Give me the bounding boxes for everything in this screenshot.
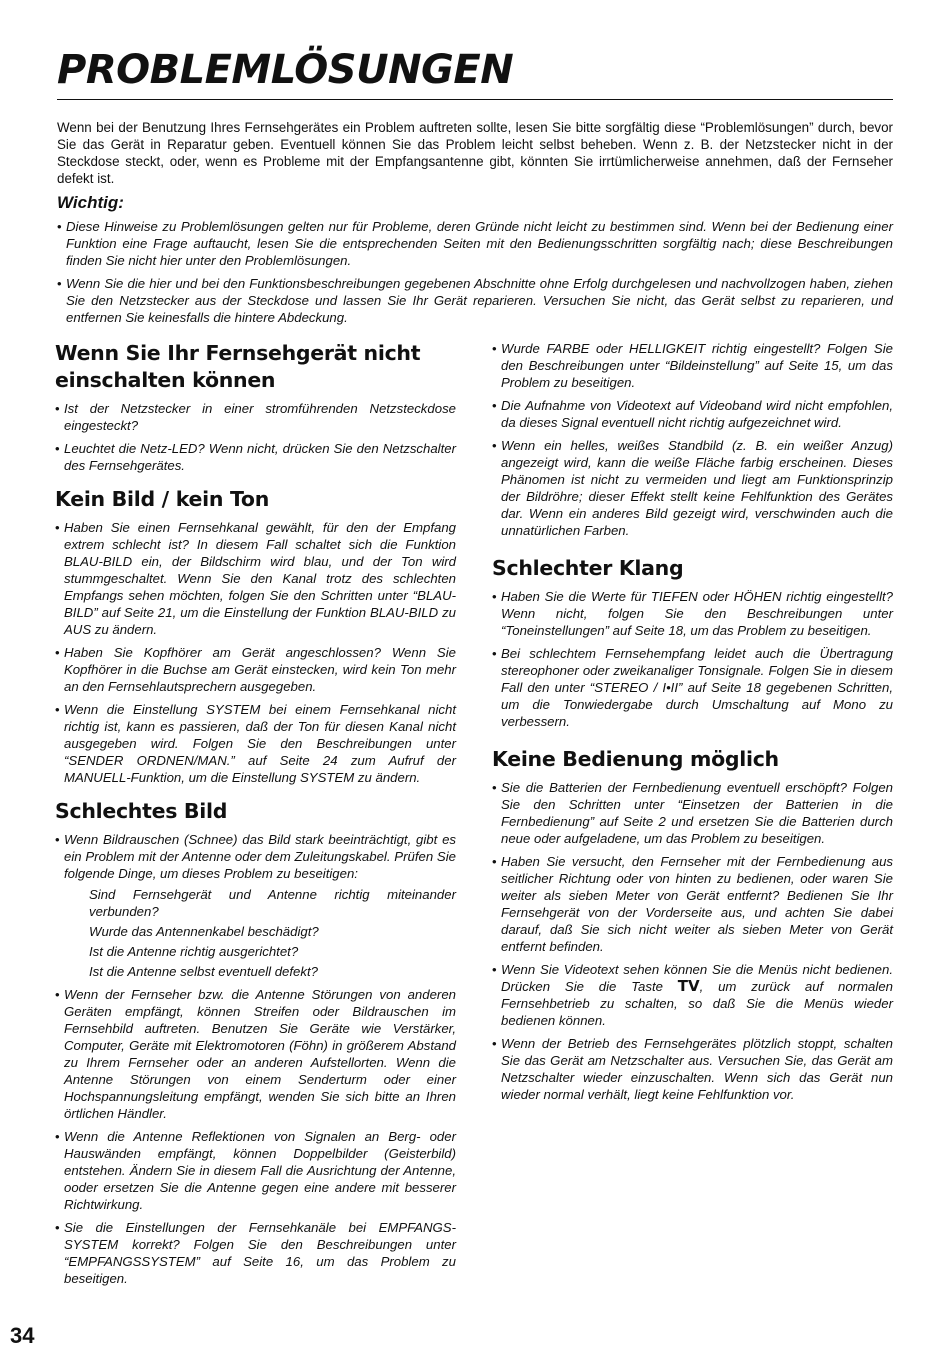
section-picture-continued	[492, 340, 893, 539]
list-item	[55, 831, 456, 980]
list-item: • Wurde FARBE oder HELLIGKEIT richtig eingestellt? Folgen Sie den Beschreibungen unter “Bildeinstellung” auf Seite 15, um das Problem zu beseitigen.	[492, 340, 893, 391]
list-item: • Bei schlechtem Fernsehempfang leidet auch die Übertragung stereophoner oder zweikanaliger Tonsignale. Folgen Sie in diesem Fall den unter “STEREO / I•II” auf Seite 18 gegebenen Schritten, um die Tonwiedergabe durch Umschaltung auf Mono zu verbessern.	[492, 645, 893, 730]
bullet-list	[55, 519, 456, 786]
list-item: • Ist der Netzstecker in einer stromführenden Netzsteckdose eingesteckt?	[55, 400, 456, 434]
section-bad-picture	[55, 798, 456, 1287]
page-title: PROBLEMLÖSUNGEN	[57, 47, 514, 93]
bullet-list	[492, 340, 893, 539]
list-item-text: Wenn Sie Videotext sehen können Sie die Menüs nicht bedienen. Drücken Sie die Taste	[501, 962, 893, 994]
list-item: • Wenn der Betrieb des Fernsehgerätes plötzlich stoppt, schalten Sie das Gerät am Netzschalter aus. Versuchen Sie, das Gerät am Netzschalter wieder einzuschalten. Wenn sich das Gerät nun wieder normal verhält, liegt keine Fehlfunktion vor.	[492, 1035, 893, 1103]
title-rule	[57, 99, 893, 100]
list-item: • Wenn die Antenne Reflektionen von Signalen an Berg- oder Hauswänden empfängt, können Doppelbilder (Geisterbild) entstehen. Ändern Sie in diesem Fall die Ausrichtung der Antenne, ooder ersetzen Sie die Antenne gegen eine andere mit besserer Richtwirkung.	[55, 1128, 456, 1213]
list-item: • Leuchtet die Netz-LED? Wenn nicht, drücken Sie den Netzschalter des Fernsehgerätes.	[55, 440, 456, 474]
left-column	[55, 340, 456, 1299]
tv-button-symbol: TV	[677, 977, 700, 995]
list-item: • Die Aufnahme von Videotext auf Videoband wird nicht empfohlen, da dieses Signal eventuell nicht richtig aufgezeichnet wird.	[492, 397, 893, 431]
bullet-list	[492, 588, 893, 730]
bullet-list	[492, 779, 893, 1103]
check-item: Ist die Antenne selbst eventuell defekt?	[89, 964, 318, 979]
intro-paragraph: Wenn bei der Benutzung Ihres Fernsehgerätes ein Problem auftreten sollte, lesen Sie bitte sorgfältig diese “Problemlösungen” durch, bevor Sie das Gerät in Reparatur geben. Eventuell können Sie das Problem leicht selbst beheben. Wenn z. B. der Netzstecker nicht in der Steckdose steckt, oder, wenn es Probleme mit der Empfangsantenne gibt, könnten Sie irrtümlicherweise annehmen, daß der Fernseher defekt ist.	[57, 120, 893, 186]
important-label: Wichtig:	[57, 193, 124, 212]
section-heading: Schlechtes Bild	[55, 799, 228, 823]
section-no-picture	[55, 486, 456, 786]
check-list	[89, 886, 456, 980]
bullet-list	[55, 400, 456, 474]
section-heading: Keine Bedienung möglich	[492, 747, 779, 771]
list-item: • Sie die Einstellungen der Fernsehkanäle bei EMPFANGS-SYSTEM korrekt? Folgen Sie den Beschreibungen unter “EMPFANGSSYSTEM” auf Seite 16, um das Problem zu beseitigen.	[55, 1219, 456, 1287]
section-power-on	[55, 340, 456, 474]
list-item: • Haben Sie die Werte für TIEFEN oder HÖHEN richtig eingestellt? Wenn nicht, folgen Sie den Beschreibungen unter “Toneinstellungen” auf Seite 18, um das Problem zu beseitigen.	[492, 588, 893, 639]
check-item: Sind Fernsehgerät und Antenne richtig miteinander verbunden?	[89, 887, 456, 919]
list-item: • Wenn ein helles, weißes Standbild (z. B. ein weißer Anzug) angezeigt wird, kann die weiße Fläche farbig erscheinen. Dieses Phänomen ist nicht zu vermeiden und liegt am Funktionsprinzip der Bildröhre; dieser Effekt stellt keine Fehlfunktion des Gerätes dar. Wenn ein anderes Bild gezeigt wird, verschwinden auch die unnatürlichen Farben.	[492, 437, 893, 539]
list-item-text: , um zurück auf normalen Fernsehbetrieb zu schalten, so daß Sie die Menüs wieder bedienen können.	[501, 979, 893, 1028]
list-item-text: Wenn Bildrauschen (Schnee) das Bild stark beeinträchtigt, gibt es ein Problem mit der Antenne oder dem Zuleitungskabel. Prüfen Sie folgende Dinge, um dieses Problem zu beseitigen:	[64, 832, 456, 881]
section-heading: Kein Bild / kein Ton	[55, 487, 269, 511]
check-item: Ist die Antenne richtig ausgerichtet?	[89, 944, 299, 959]
list-item: • Haben Sie versucht, den Fernseher mit der Fernbedienung aus seitlicher Richtung oder von hinten zu bedienen, oder waren Sie weiter als sieben Meter von Gerät entfernt? Bedienen Sie Ihr Fernsehgerät von der Vorderseite aus, und achten Sie dabei darauf, daß Sie sich nicht weiter als sieben Meter von Gerät entfernt befinden.	[492, 853, 893, 955]
section-heading: Wenn Sie Ihr Fernsehgerät nicht einschalten können	[55, 341, 421, 392]
list-item	[492, 961, 893, 1029]
important-note: • Wenn Sie die hier und bei den Funktionsbeschreibungen gegebenen Abschnitte ohne Erfolg durchgelesen und nachvollzogen haben, ziehen Sie den Netzstecker aus der Steckdose und lassen Sie Ihr Gerät reparieren. Versuchen Sie nicht, das Gerät selbst zu reparieren, und entfernen Sie keinesfalls die hintere Abdeckung.	[57, 275, 893, 326]
check-item: Wurde das Antennenkabel beschädigt?	[89, 924, 319, 939]
section-bad-sound	[492, 555, 893, 730]
list-item: • Wenn die Einstellung SYSTEM bei einem Fernsehkanal nicht richtig ist, kann es passieren, daß der Ton für diesen Kanal nicht ausgegeben wird. Folgen Sie den Beschreibungen unter “SENDER ORDNEN/MAN.” auf Seite 24 zum Aufruf der MANUELL-Funktion, um die Einstellung SYSTEM zu ändern.	[55, 701, 456, 786]
important-notes	[57, 218, 893, 332]
list-item: • Haben Sie Kopfhörer am Gerät angeschlossen? Wenn Sie Kopfhörer in die Buchse am Gerät einstecken, wird kein Ton mehr an den Fernsehlautsprechern ausgegeben.	[55, 644, 456, 695]
list-item: • Sie die Batterien der Fernbedienung eventuell erschöpft? Folgen Sie den Schritten unter “Einsetzen der Batterien in die Fernbedienung” auf Seite 2 und ersetzen Sie die Batterien durch neue oder aufgeladene, um das Problem zu beseitigen.	[492, 779, 893, 847]
section-heading: Schlechter Klang	[492, 556, 684, 580]
list-item: • Haben Sie einen Fernsehkanal gewählt, für den der Empfang extrem schlecht ist? In diesem Fall schaltet sich die Funktion BLAU-BILD ein, der Bildschirm wird blau, und der Ton wird stummgeschaltet. Wenn Sie den Kanal trotz des schlechten Empfangs sehen möchten, folgen Sie den Schritten unter “BLAU-BILD” auf Seite 21, um die Einstellung der Funktion BLAU-BILD zu AUS zu ändern.	[55, 519, 456, 638]
page-number: 34	[10, 1323, 35, 1348]
list-item: • Wenn der Fernseher bzw. die Antenne Störungen von anderen Geräten empfängt, können Streifen oder Bildrauschen im Fernsehbild auftreten. Benutzen Sie Geräte wie Verstärker, Computer, Geräte mit Elektromotoren (Föhn) in größerem Abstand zu Ihrem Fernseher oder an anderen Aufstellorten. Wenn die Antenne Störungen von einem Senderturm oder einer Hochspannungsleitung empfängt, wenden Sie sich bitte an Ihren örtlichen Händler.	[55, 986, 456, 1122]
important-note: • Diese Hinweise zu Problemlösungen gelten nur für Probleme, deren Gründe nicht leicht zu bestimmen sind. Wenn bei der Bedienung einer Funktion eine Frage auftaucht, lesen Sie die entsprechenden Seiten mit den Bedienungsschritten sorgfältig nach; diese Beschreibungen finden Sie nicht hier unter den Problemlösungen.	[57, 218, 893, 269]
bullet-list	[55, 831, 456, 1287]
right-column	[492, 340, 893, 1115]
section-no-operation	[492, 746, 893, 1103]
